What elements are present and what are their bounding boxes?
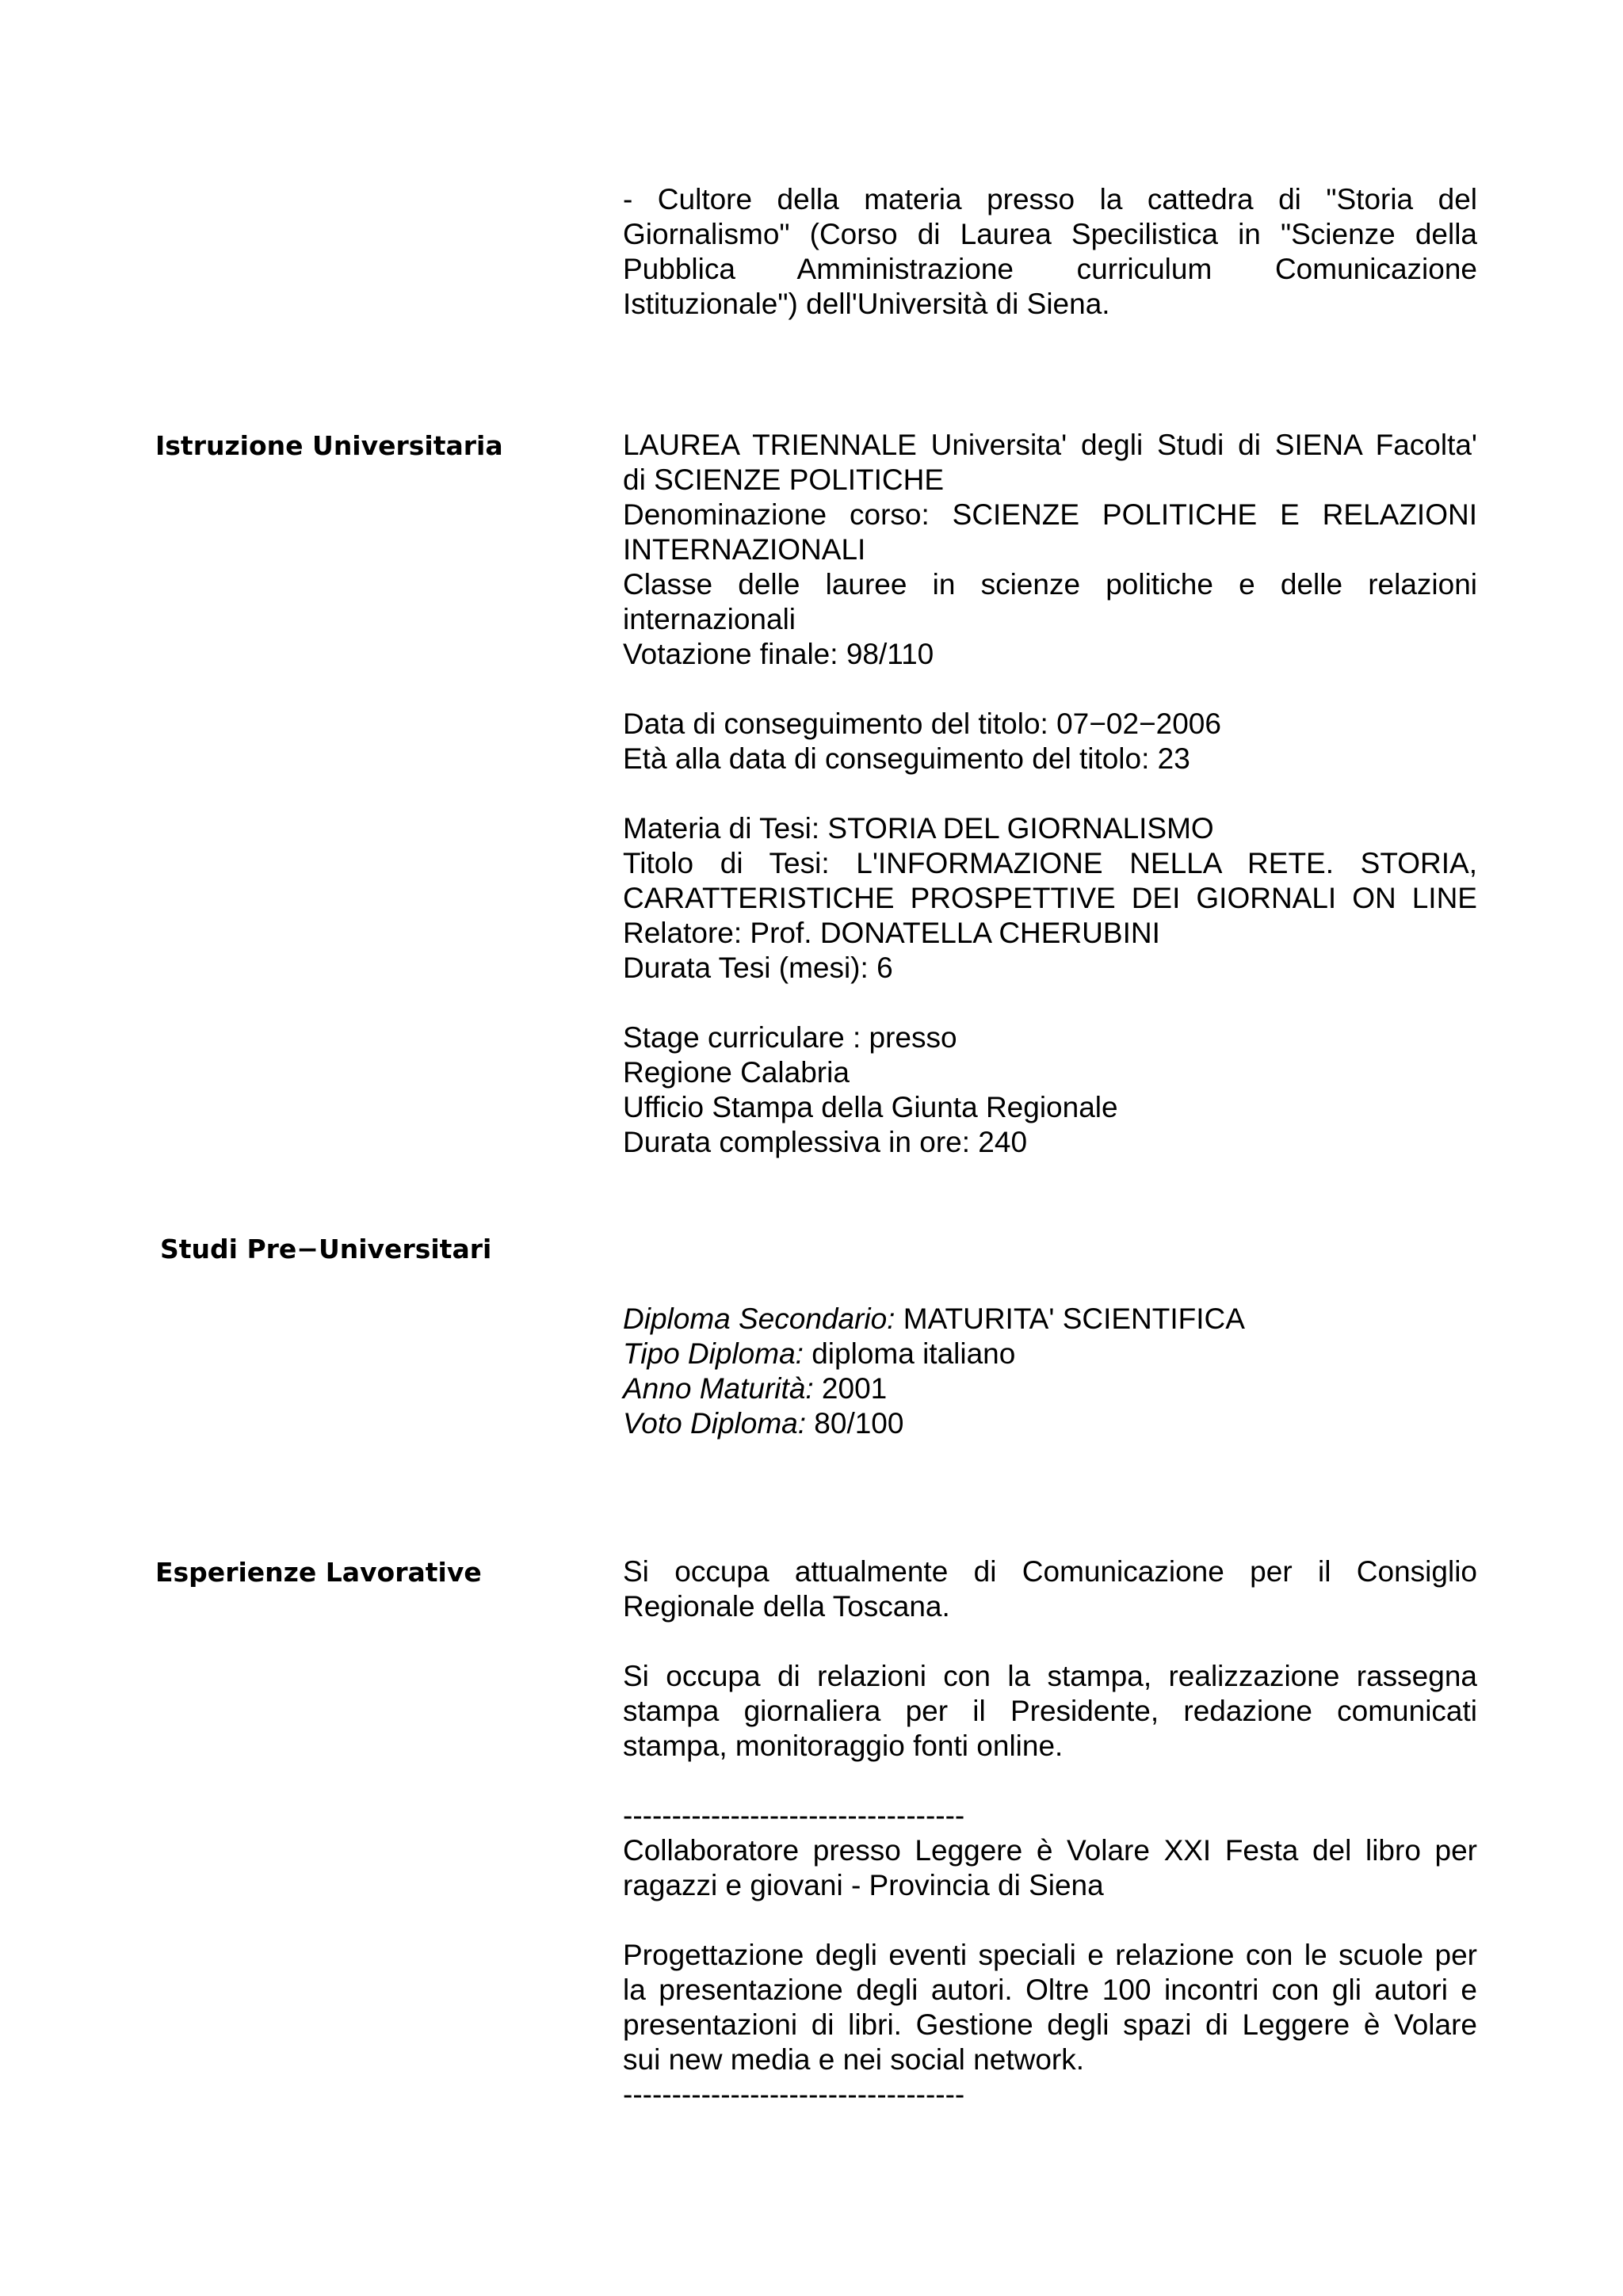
istruzione-content	[623, 428, 1477, 1160]
voto-line	[623, 1406, 1477, 1441]
voto-value: 80/100	[806, 1407, 904, 1440]
spacer	[623, 776, 1477, 811]
diploma-line	[623, 1302, 1477, 1337]
istruzione-line: Votazione finale: 98/110	[623, 638, 934, 670]
istruzione-line: Denominazione corso: SCIENZE POLITICHE E RELAZIONI	[623, 498, 1477, 531]
spacer	[623, 1624, 1477, 1659]
section-label-esperienze: Esperienze Lavorative	[155, 1557, 482, 1588]
tipo-value: diploma italiano	[803, 1337, 1016, 1370]
istruzione-line: internazionali	[623, 603, 796, 635]
section-label-istruzione: Istruzione Universitaria	[155, 430, 503, 461]
esperienze-line: stampa, monitoraggio fonti online.	[623, 1730, 1064, 1762]
spacer	[623, 672, 1477, 707]
studi-content	[623, 1302, 1477, 1441]
esperienze-content	[623, 1554, 1477, 2112]
istruzione-line: Relatore: Prof. DONATELLA CHERUBINI	[623, 917, 1160, 949]
istruzione-line: di SCIENZE POLITICHE	[623, 463, 945, 496]
tipo-label: Tipo Diploma:	[623, 1337, 804, 1370]
istruzione-line: Classe delle lauree in scienze politiche e delle relazioni	[623, 568, 1477, 601]
istruzione-line: Età alla data di conseguimento del titolo: 23	[623, 742, 1190, 775]
intro-line: Giornalismo" (Corso di Laurea Specilistica in "Scienze della	[623, 218, 1477, 250]
section-label-studi: Studi Pre−Universitari	[160, 1234, 492, 1264]
intro-line: Pubblica Amministrazione curriculum Comunicazione	[623, 253, 1477, 285]
istruzione-line: Durata Tesi (mesi): 6	[623, 952, 893, 984]
spacer	[623, 986, 1477, 1020]
istruzione-line: Materia di Tesi: STORIA DEL GIORNALISMO	[623, 812, 1214, 845]
esperienze-line: Si occupa di relazioni con la stampa, realizzazione rassegna	[623, 1660, 1477, 1692]
anno-value: 2001	[813, 1372, 888, 1405]
esperienze-line: Si occupa attualmente di Comunicazione per il Consiglio	[623, 1555, 1477, 1588]
separator: -----------------------------------	[623, 1799, 965, 1832]
esperienze-line: presentazioni di libri. Gestione degli spazi di Leggere è Volare	[623, 2008, 1477, 2041]
istruzione-line: Durata complessiva in ore: 240	[623, 1126, 1028, 1158]
intro-line: Istituzionale") dell'Università di Siena.	[623, 288, 1110, 320]
voto-label: Voto Diploma:	[623, 1407, 807, 1440]
separator: -----------------------------------	[623, 2078, 965, 2111]
esperienze-line: la presentazione degli autori. Oltre 100 incontri con gli autori e	[623, 1974, 1477, 2006]
istruzione-line: Stage curriculare : presso	[623, 1021, 957, 1054]
esperienze-line: stampa giornaliera per il Presidente, redazione comunicati	[623, 1695, 1477, 1727]
esperienze-line: Regionale della Toscana.	[623, 1590, 950, 1623]
intro-line: - Cultore della materia presso la cattedra di "Storia del	[623, 183, 1477, 215]
tipo-line	[623, 1337, 1477, 1371]
istruzione-line: LAUREA TRIENNALE Universita' degli Studi di SIENA Facolta'	[623, 429, 1477, 461]
istruzione-line: CARATTERISTICHE PROSPETTIVE DEI GIORNALI ON LINE	[623, 882, 1477, 914]
intro-paragraph	[623, 182, 1477, 322]
esperienze-line: sui new media e nei social network.	[623, 2043, 1085, 2076]
diploma-label: Diploma Secondario:	[623, 1302, 896, 1335]
istruzione-line: Titolo di Tesi: L'INFORMAZIONE NELLA RETE. STORIA,	[623, 847, 1477, 879]
istruzione-line: INTERNAZIONALI	[623, 533, 866, 566]
istruzione-line: Regione Calabria	[623, 1056, 850, 1089]
istruzione-line: Data di conseguimento del titolo: 07−02−2006	[623, 707, 1221, 740]
anno-line	[623, 1371, 1477, 1406]
esperienze-line: ragazzi e giovani - Provincia di Siena	[623, 1869, 1104, 1901]
anno-label: Anno Maturità:	[623, 1372, 814, 1405]
esperienze-line: Progettazione degli eventi speciali e relazione con le scuole per	[623, 1939, 1477, 1971]
spacer	[623, 1764, 1477, 1798]
diploma-value: MATURITA' SCIENTIFICA	[895, 1302, 1245, 1335]
istruzione-line: Ufficio Stampa della Giunta Regionale	[623, 1091, 1118, 1123]
spacer	[623, 1903, 1477, 1938]
esperienze-line: Collaboratore presso Leggere è Volare XXI Festa del libro per	[623, 1834, 1477, 1867]
